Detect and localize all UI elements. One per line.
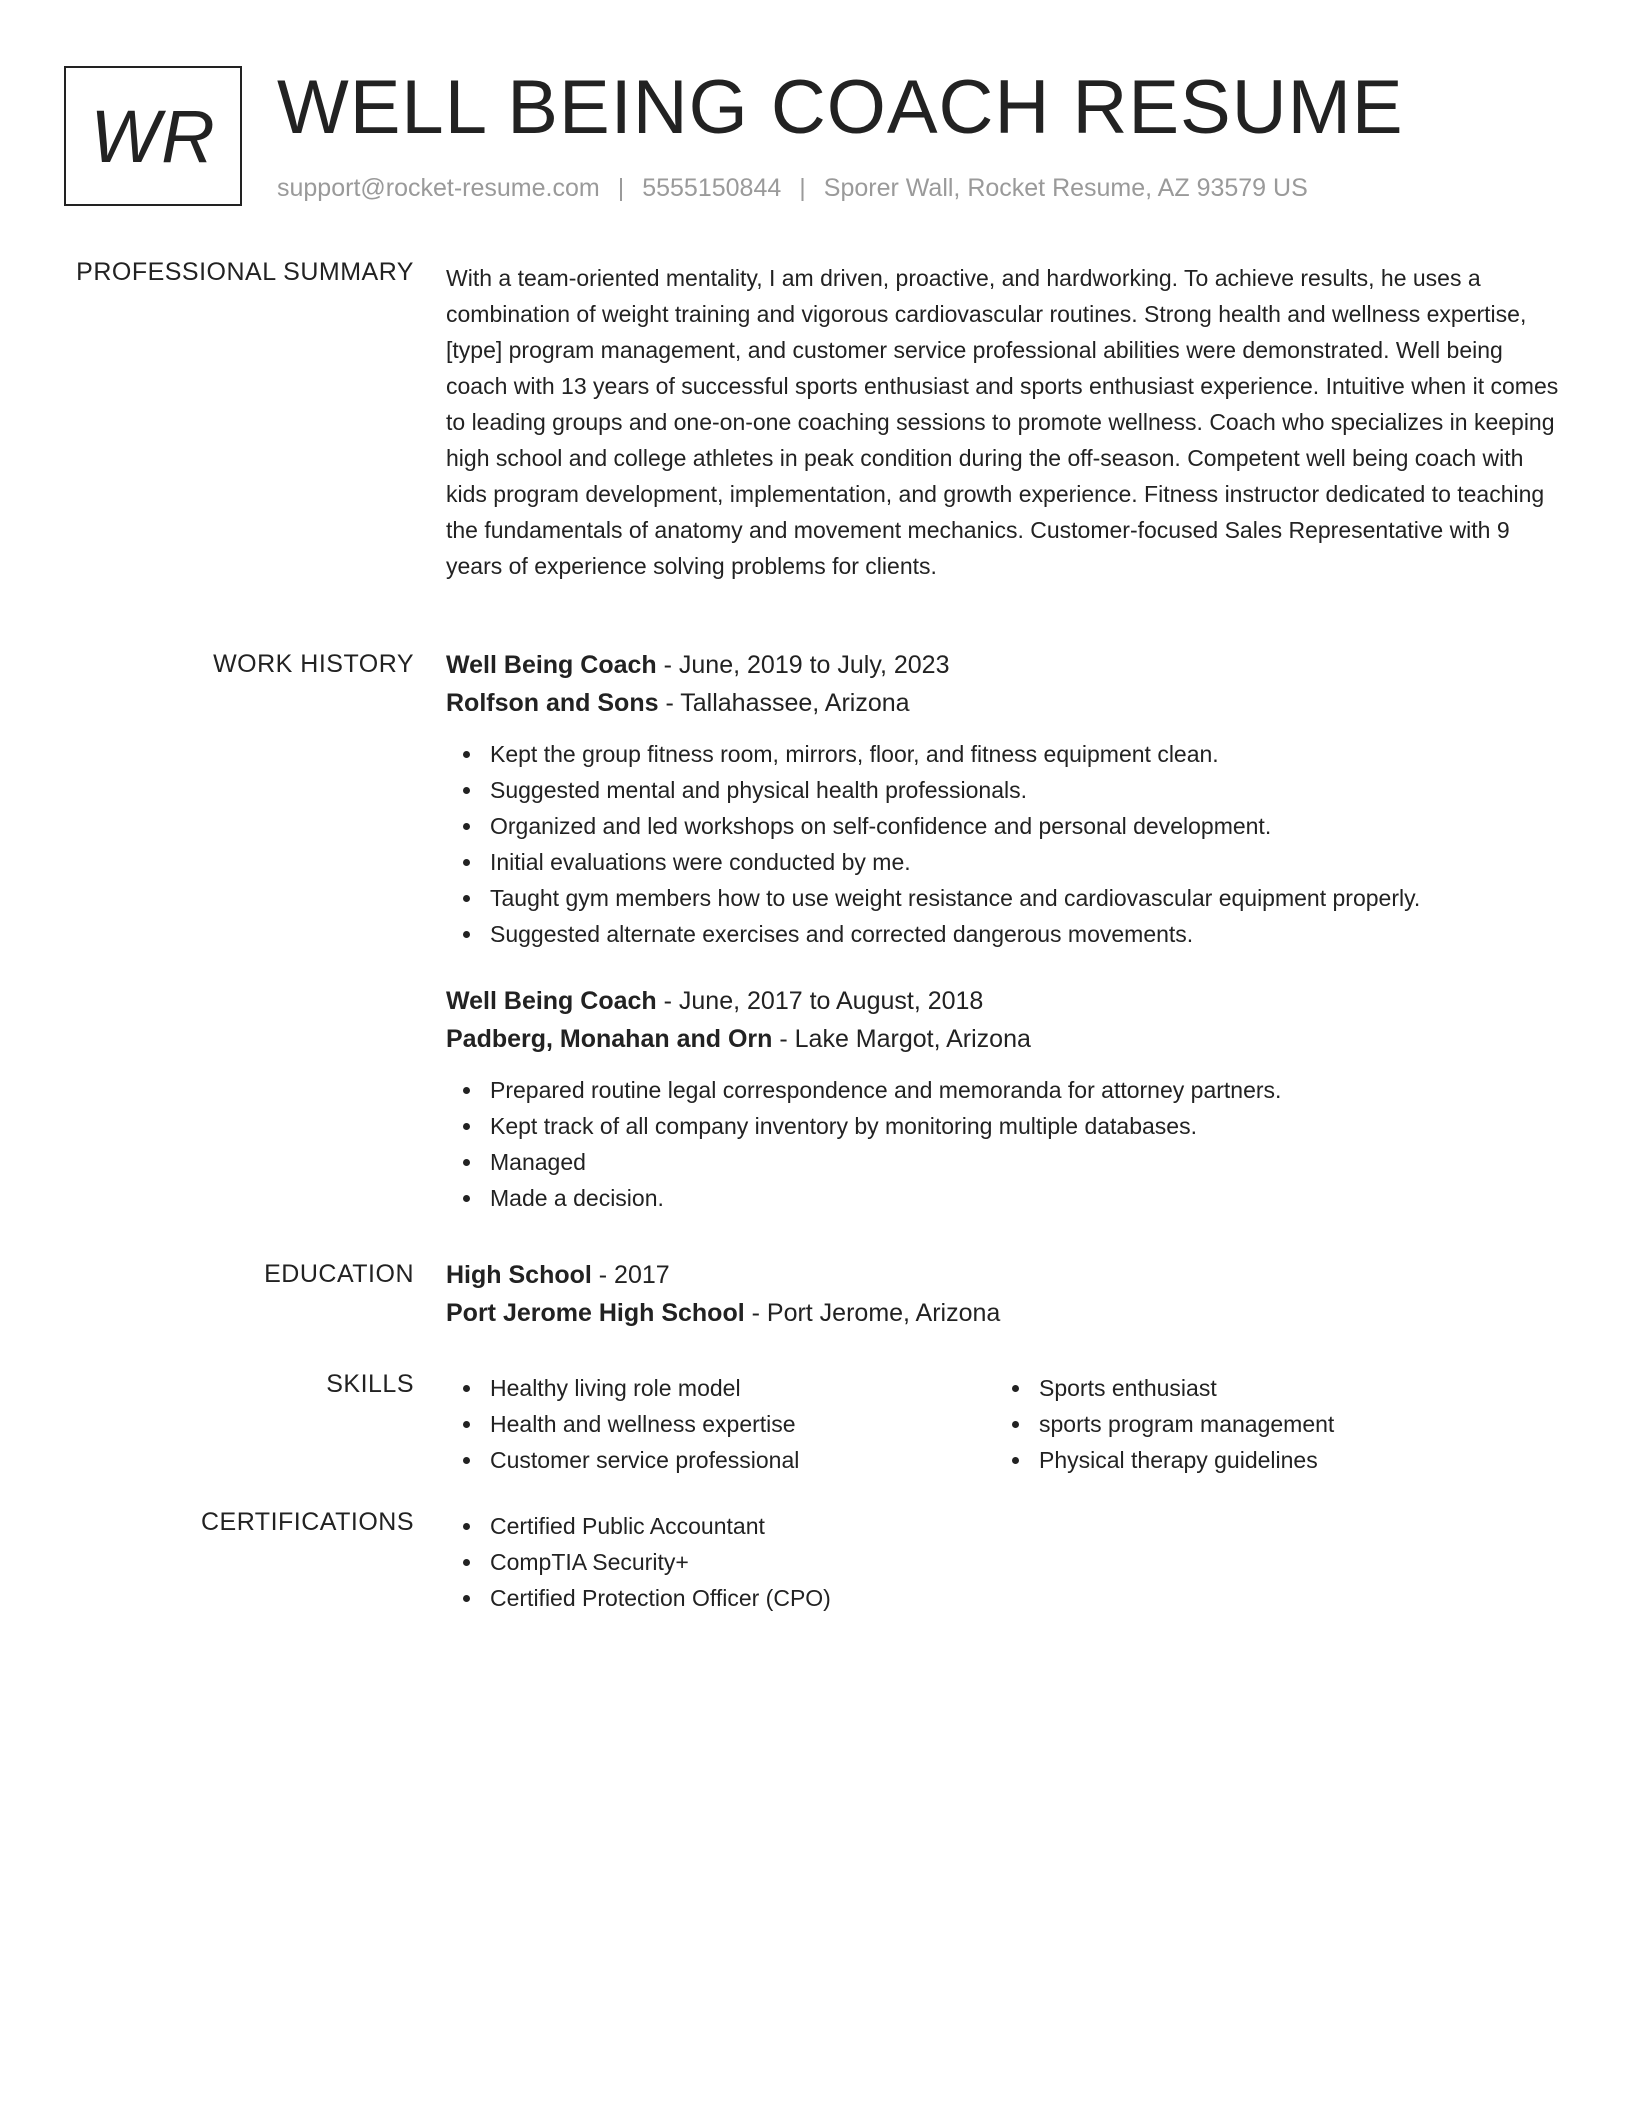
certification-item: Certified Protection Officer (CPO) — [490, 1580, 1568, 1616]
certification-item: CompTIA Security+ — [490, 1544, 1568, 1580]
list-item: Suggested mental and physical health professionals. — [490, 772, 1568, 808]
degree: High School — [446, 1261, 592, 1289]
list-item: Initial evaluations were conducted by me. — [490, 844, 1568, 880]
contact-separator: | — [799, 174, 806, 202]
job-location: - Tallahassee, Arizona — [658, 689, 910, 717]
list-item: Prepared routine legal correspondence and memoranda for attorney partners. — [490, 1072, 1568, 1108]
contact-email[interactable]: support@rocket-resume.com — [277, 174, 600, 202]
page-title: WELL BEING COACH RESUME — [277, 65, 1404, 150]
list-item: Suggested alternate exercises and corrected dangerous movements. — [490, 916, 1568, 952]
summary-text: With a team-oriented mentality, I am driven, proactive, and hardworking. To achieve results, he uses a combination of weight training and vigorous cardiovascular routines. Strong health and wellness expertise, [type] program management, and customer service professional abilities were demonstrated. Well being coach with 13 years of successful sports enthusiast and sports enthusiast experience. Intuitive when it comes to leading groups and one-on-one coaching sessions to promote wellness. Coach who specializes in keeping high school and college athletes in peak condition during the off-season. Competent well being coach with kids program development, implementation, and growth experience. Fitness instructor dedicated to teaching the fundamentals of anatomy and movement mechanics. Customer-focused Sales Representative with 9 years of experience solving problems for clients. — [446, 265, 1559, 579]
job-location: - Lake Margot, Arizona — [772, 1025, 1031, 1053]
job-duties — [446, 1072, 1568, 1216]
skill-item: Physical therapy guidelines — [1039, 1442, 1544, 1478]
job-dates: - June, 2019 to July, 2023 — [656, 651, 950, 679]
monogram-logo — [64, 66, 242, 206]
job-company: Padberg, Monahan and Orn — [446, 1025, 773, 1053]
list-item: Kept the group fitness room, mirrors, floor, and fitness equipment clean. — [490, 736, 1568, 772]
skill-item: Healthy living role model — [490, 1370, 995, 1406]
skills-list-right — [995, 1370, 1544, 1478]
section-heading: CERTIFICATIONS — [200, 1508, 414, 1536]
skill-item: Sports enthusiast — [1039, 1370, 1544, 1406]
section-heading: SKILLS — [326, 1370, 414, 1398]
section-heading: WORK HISTORY — [213, 650, 414, 678]
monogram-text: WR — [90, 94, 216, 178]
list-item: Organized and led workshops on self-confidence and personal development. — [490, 808, 1568, 844]
resume-header — [64, 66, 1568, 210]
skills-list-left — [446, 1370, 995, 1478]
skills-columns — [446, 1370, 1568, 1478]
job-dates: - June, 2017 to August, 2018 — [656, 987, 984, 1015]
contact-phone[interactable]: 5555150844 — [642, 174, 782, 202]
list-item: Taught gym members how to use weight resistance and cardiovascular equipment properly. — [490, 880, 1568, 916]
school-name: Port Jerome High School — [446, 1299, 745, 1327]
job-entry — [446, 646, 1568, 952]
contact-line — [277, 174, 1308, 203]
job-duties — [446, 736, 1568, 952]
job-company-line — [446, 1020, 1568, 1058]
list-item: Managed — [490, 1144, 1568, 1180]
job-company-line — [446, 684, 1568, 722]
job-title-line — [446, 982, 1568, 1020]
section-heading: PROFESSIONAL SUMMARY — [76, 258, 414, 286]
degree-line — [446, 1256, 1568, 1294]
job-title: Well Being Coach — [446, 651, 657, 679]
list-item: Made a decision. — [490, 1180, 1568, 1216]
skill-item: Health and wellness expertise — [490, 1406, 995, 1442]
skill-item: Customer service professional — [490, 1442, 995, 1478]
contact-separator: | — [617, 174, 625, 202]
graduation-year: - 2017 — [591, 1261, 670, 1289]
school-line — [446, 1294, 1568, 1332]
school-location: - Port Jerome, Arizona — [744, 1299, 1001, 1327]
certifications-list — [446, 1508, 1568, 1616]
section-heading: EDUCATION — [264, 1260, 414, 1288]
job-company: Rolfson and Sons — [446, 689, 659, 717]
job-title: Well Being Coach — [446, 987, 657, 1015]
certification-item: Certified Public Accountant — [490, 1508, 1568, 1544]
job-title-line — [446, 646, 1568, 684]
contact-address: Sporer Wall, Rocket Resume, AZ 93579 US — [823, 174, 1308, 202]
skill-item: sports program management — [1039, 1406, 1544, 1442]
list-item: Kept track of all company inventory by monitoring multiple databases. — [490, 1108, 1568, 1144]
job-entry — [446, 982, 1568, 1216]
